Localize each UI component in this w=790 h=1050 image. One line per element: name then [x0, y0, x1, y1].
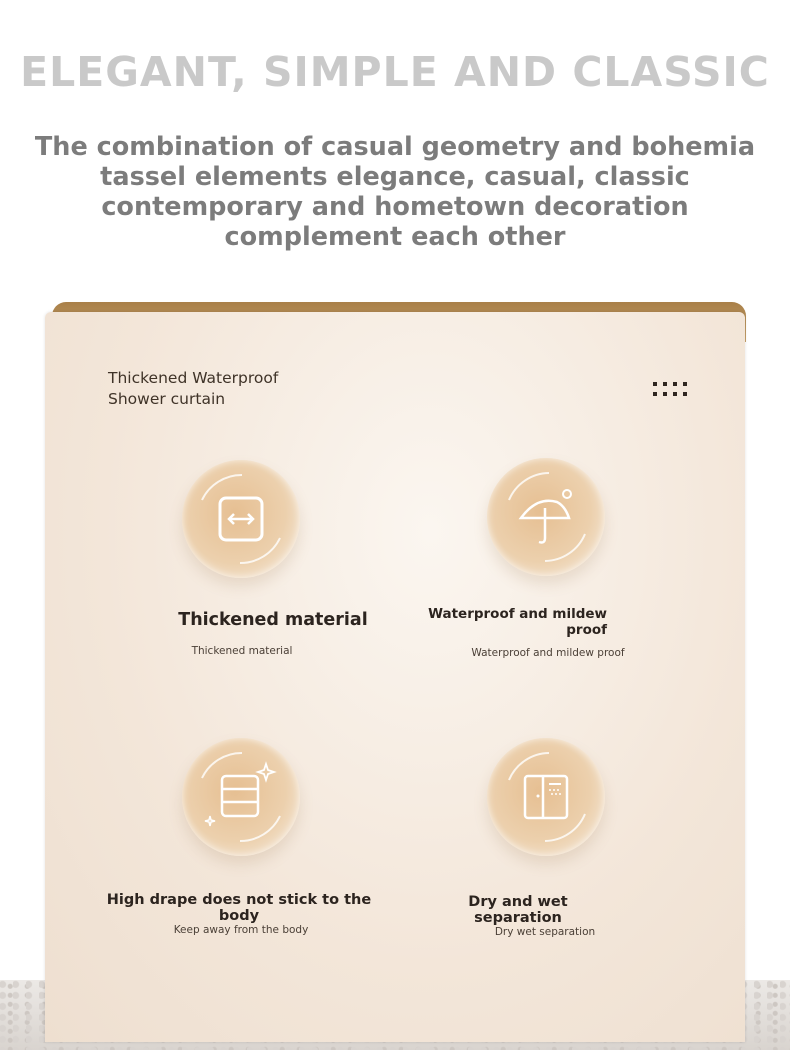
- grid-dots-icon: [653, 382, 693, 400]
- page-subtitle: [30, 132, 760, 252]
- feature-title: High drape does not stick to the body: [106, 892, 372, 924]
- panel-title-line: Shower curtain: [108, 390, 226, 408]
- umbrella-icon: [487, 458, 605, 576]
- panel-title-line: Thickened Waterproof: [108, 369, 279, 387]
- feature-icon-circle: [182, 460, 300, 578]
- feature-subtitle: Dry wet separation: [494, 926, 596, 938]
- feature-subtitle: Thickened material: [191, 645, 293, 657]
- feature-title: Dry and wet separation: [468, 894, 568, 926]
- feature-icon-circle: [182, 738, 300, 856]
- page-heading: ELEGANT, SIMPLE AND CLASSIC: [20, 48, 770, 96]
- subtitle-line: complement each other: [224, 222, 566, 252]
- panel-title: [108, 368, 278, 410]
- feature-icon-circle: [487, 458, 605, 576]
- subtitle-line: The combination of casual geometry and bohemia: [34, 132, 756, 162]
- feature-title-line: Waterproof and mildew: [428, 606, 607, 622]
- feature-panel: [45, 312, 745, 1042]
- feature-title-line: proof: [566, 622, 607, 638]
- resize-arrows-icon: [182, 460, 300, 578]
- feature-title: Thickened material: [178, 610, 368, 630]
- drape-layers-icon: [182, 738, 300, 856]
- feature-title: [427, 606, 607, 638]
- subtitle-line: tassel elements elegance, casual, classic: [100, 162, 690, 192]
- shower-separation-icon: [487, 738, 605, 856]
- subtitle-line: contemporary and hometown decoration: [101, 192, 689, 222]
- feature-icon-circle: [487, 738, 605, 856]
- feature-subtitle: Waterproof and mildew proof: [471, 647, 625, 659]
- feature-subtitle: Keep away from the body: [173, 924, 309, 936]
